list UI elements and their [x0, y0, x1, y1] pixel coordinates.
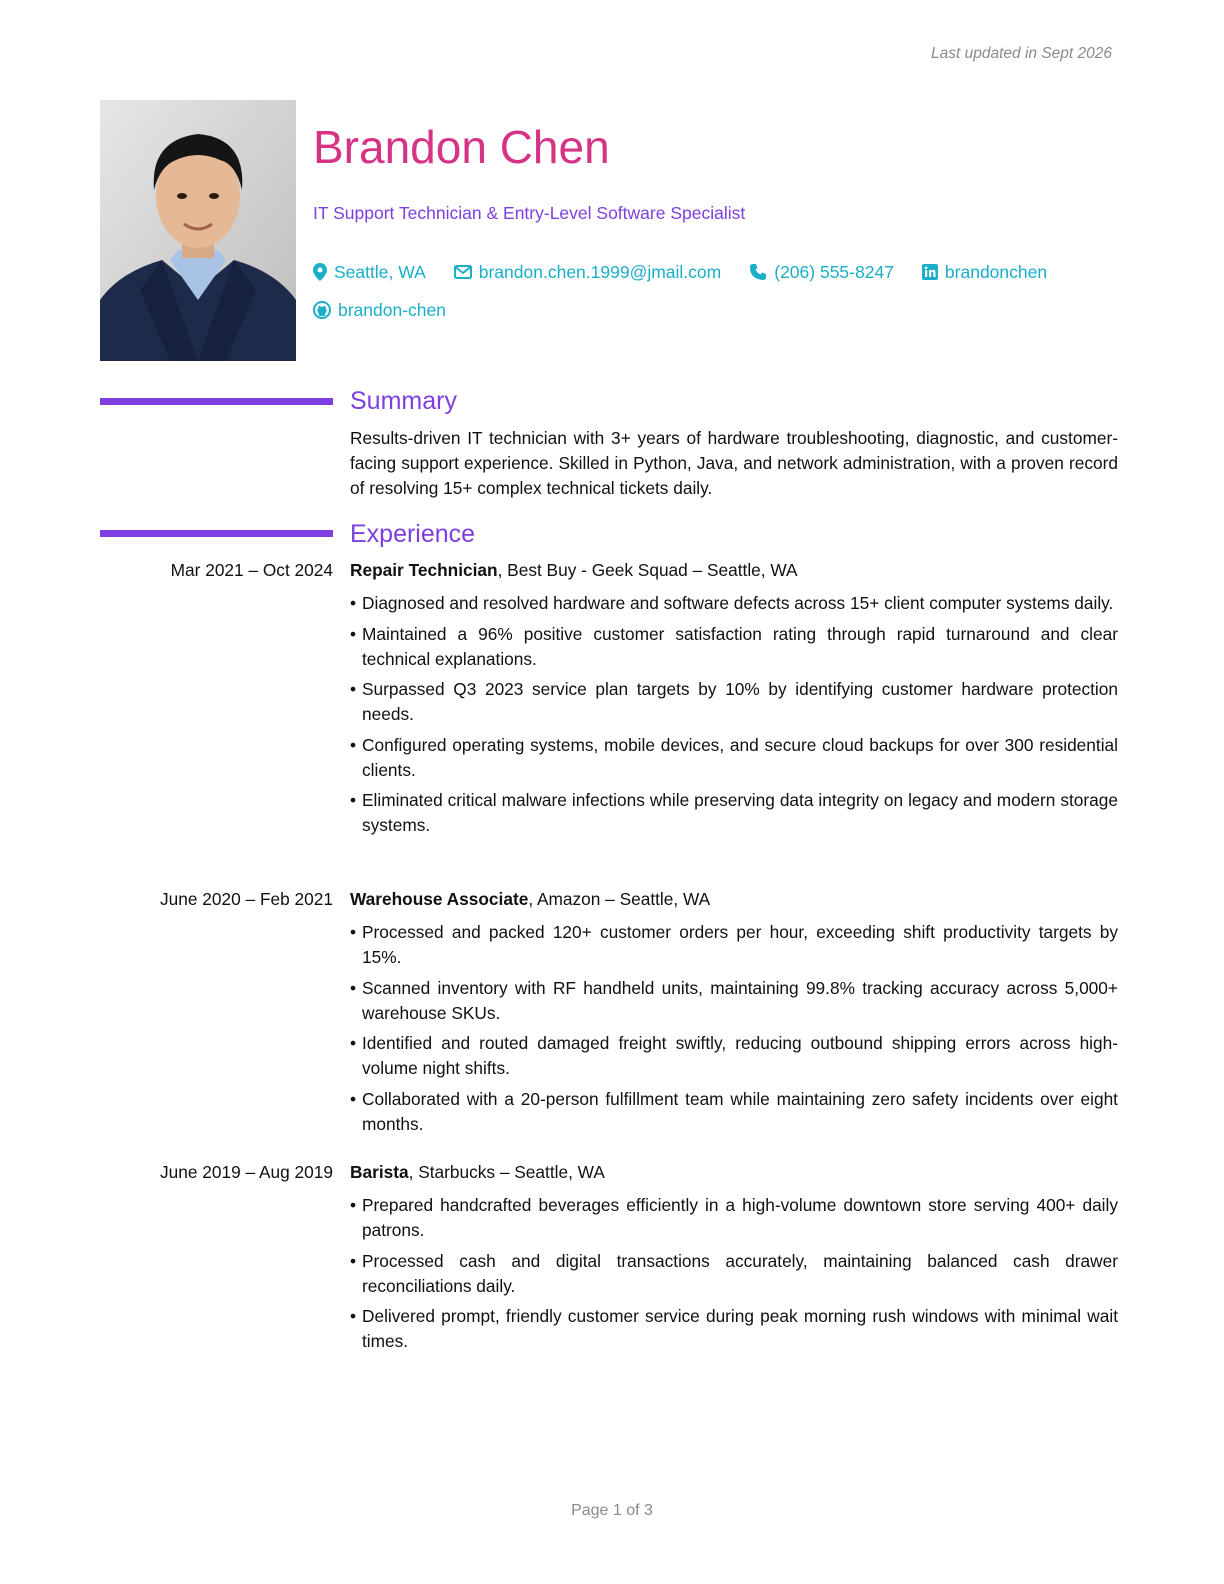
job-bullet: • Eliminated critical malware infections while preserving data integrity on legacy and modern storage systems.	[350, 788, 1118, 838]
job-bullet: • Configured operating systems, mobile devices, and secure cloud backups for over 300 residential clients.	[350, 733, 1118, 783]
profile-photo	[100, 100, 296, 361]
summary-section-bar	[100, 398, 333, 405]
job-bullets	[350, 591, 1118, 844]
job-bullet: • Delivered prompt, friendly customer service during peak morning rush windows with minimal wait times.	[350, 1304, 1118, 1354]
job-organization: , Amazon – Seattle, WA	[528, 889, 711, 909]
contact-email-text[interactable]: brandon.chen.1999@jmail.com	[478, 261, 722, 282]
experience-section-bar	[100, 530, 333, 537]
map-pin-icon	[313, 263, 327, 281]
candidate-name: Brandon Chen	[313, 121, 610, 173]
job-heading	[350, 558, 798, 583]
job-dates: June 2019 – Aug 2019	[160, 1162, 333, 1182]
contact-github-text[interactable]: brandon-chen	[338, 299, 446, 320]
job-bullets	[350, 920, 1118, 1142]
summary-text: Results-driven IT technician with 3+ years of hardware troubleshooting, diagnostic, and customer-facing support experience. Skilled in Python, Java, and network administration, with a proven record of resolving 15+ complex technical tickets daily.	[350, 428, 1118, 498]
job-bullet: • Processed and packed 120+ customer orders per hour, exceeding shift productivity targets by 15%.	[350, 920, 1118, 970]
job-bullet: • Processed cash and digital transactions accurately, maintaining balanced cash drawer reconciliations daily.	[350, 1249, 1118, 1299]
job-dates: June 2020 – Feb 2021	[160, 889, 333, 909]
job-organization: , Starbucks – Seattle, WA	[408, 1162, 605, 1182]
envelope-icon	[454, 265, 472, 279]
job-bullet: • Identified and routed damaged freight swiftly, reducing outbound shipping errors across high-volume night shifts.	[350, 1031, 1118, 1081]
contact-email[interactable]	[454, 262, 722, 283]
contact-phone[interactable]	[749, 262, 894, 283]
job-heading	[350, 1160, 605, 1185]
contact-linkedin[interactable]	[922, 262, 1047, 283]
contact-list	[313, 259, 1113, 335]
job-bullet: • Diagnosed and resolved hardware and software defects across 15+ client computer systems daily.	[350, 591, 1118, 616]
experience-heading: Experience	[350, 520, 476, 548]
job-title: Barista	[350, 1162, 409, 1182]
phone-icon	[749, 263, 767, 281]
headline: IT Support Technician & Entry-Level Software Specialist	[313, 203, 746, 223]
contact-location	[313, 262, 426, 283]
contact-github[interactable]	[313, 300, 446, 321]
last-updated: Last updated in Sept 2026	[931, 45, 1112, 62]
job-bullet: • Maintained a 96% positive customer satisfaction rating through rapid turnaround and clear technical explanations.	[350, 622, 1118, 672]
job-title: Repair Technician	[350, 560, 498, 580]
job-dates: Mar 2021 – Oct 2024	[170, 560, 333, 580]
contact-linkedin-text[interactable]: brandonchen	[944, 261, 1048, 282]
job-bullet: • Prepared handcrafted beverages efficiently in a high-volume downtown store serving 400+ daily patrons.	[350, 1193, 1118, 1243]
job-heading	[350, 887, 710, 912]
job-bullets	[350, 1193, 1118, 1360]
job-bullet: • Collaborated with a 20-person fulfillment team while maintaining zero safety incidents over eight months.	[350, 1087, 1118, 1137]
github-icon	[313, 301, 331, 319]
linkedin-icon	[922, 264, 938, 280]
job-title: Warehouse Associate	[350, 889, 529, 909]
contact-phone-text[interactable]: (206) 555-8247	[774, 261, 894, 282]
page-number: Page 1 of 3	[571, 1502, 653, 1519]
summary-heading: Summary	[350, 387, 457, 415]
job-bullet: • Scanned inventory with RF handheld units, maintaining 99.8% tracking accuracy across 5,000+ warehouse SKUs.	[350, 976, 1118, 1026]
job-organization: , Best Buy - Geek Squad – Seattle, WA	[497, 560, 798, 580]
job-bullet: • Surpassed Q3 2023 service plan targets by 10% by identifying customer hardware protection needs.	[350, 677, 1118, 727]
contact-location-text: Seattle, WA	[334, 261, 426, 282]
